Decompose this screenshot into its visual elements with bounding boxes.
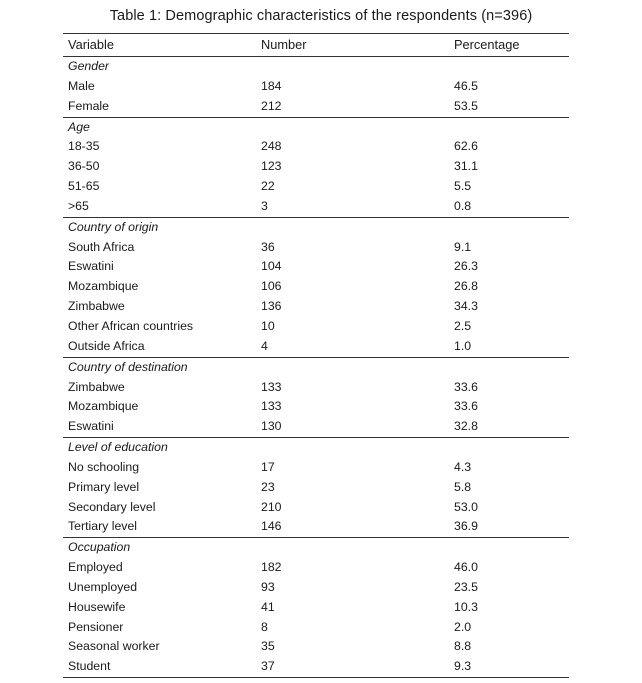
- table-row: [63, 77, 569, 97]
- cell-number: 17: [261, 459, 275, 474]
- cell-variable: Mozambique: [68, 399, 139, 414]
- cell-percentage: 33.6: [454, 379, 478, 394]
- cell-percentage: 33.6: [454, 399, 478, 414]
- cell-percentage: 4.3: [454, 459, 472, 474]
- cell-percentage: 53.5: [454, 98, 478, 113]
- cell-percentage: 31.1: [454, 159, 478, 174]
- table-row: [63, 238, 569, 258]
- cell-variable: Other African countries: [68, 318, 194, 333]
- cell-variable: Eswatini: [68, 259, 114, 274]
- cell-variable: Pensioner: [68, 619, 124, 634]
- table-body: [63, 57, 569, 678]
- cell-variable: Male: [68, 78, 95, 93]
- cell-percentage: 2.5: [454, 318, 472, 333]
- cell-number: 212: [261, 98, 282, 113]
- demographics-table: [63, 33, 569, 678]
- cell-number: 10: [261, 318, 275, 333]
- cell-percentage: 9.1: [454, 239, 472, 254]
- cell-number: 210: [261, 499, 282, 514]
- cell-number: 133: [261, 379, 282, 394]
- table-row: [63, 618, 569, 638]
- cell-variable: Mozambique: [68, 279, 139, 294]
- cell-variable: 36-50: [68, 159, 100, 174]
- cell-percentage: 5.8: [454, 479, 472, 494]
- table-row: [63, 498, 569, 518]
- cell-variable: Outside Africa: [68, 338, 145, 353]
- column-header-number: Number: [256, 34, 449, 57]
- table-row: [63, 337, 569, 357]
- section-label: Country of origin: [63, 217, 569, 237]
- cell-percentage: 62.6: [454, 139, 478, 154]
- cell-number: 37: [256, 657, 449, 677]
- table-row: [63, 177, 569, 197]
- table-row: [63, 558, 569, 578]
- table-header: [63, 34, 569, 57]
- cell-percentage: 0.8: [454, 198, 472, 213]
- cell-number: 22: [261, 179, 275, 194]
- cell-variable: Zimbabwe: [68, 379, 125, 394]
- cell-number: 36: [261, 239, 275, 254]
- cell-percentage: 36.9: [454, 519, 478, 534]
- table-row: [63, 257, 569, 277]
- cell-number: 4: [261, 338, 268, 353]
- cell-percentage: 5.5: [454, 179, 472, 194]
- section-row-level-of-education: [63, 438, 569, 458]
- section-label: Country of destination: [63, 357, 569, 377]
- cell-number: 41: [261, 599, 275, 614]
- cell-percentage: 23.5: [454, 579, 478, 594]
- cell-variable: Secondary level: [68, 499, 156, 514]
- table-row: [63, 458, 569, 478]
- cell-variable: 51-65: [68, 179, 100, 194]
- cell-variable: Female: [68, 98, 110, 113]
- table-row: [63, 397, 569, 417]
- table-row: [63, 578, 569, 598]
- cell-number: 123: [261, 159, 282, 174]
- cell-percentage: 46.5: [454, 78, 478, 93]
- table-row: [63, 277, 569, 297]
- table-row: [63, 378, 569, 398]
- section-row-gender: [63, 57, 569, 77]
- cell-percentage: 9.3: [449, 657, 569, 677]
- cell-number: 23: [261, 479, 275, 494]
- table-caption: Table 1: Demographic characteristics of the respondents (n=396): [109, 8, 533, 24]
- cell-variable: No schooling: [68, 459, 140, 474]
- cell-variable: 18-35: [68, 139, 100, 154]
- cell-number: 182: [261, 560, 282, 575]
- cell-number: 3: [261, 198, 268, 213]
- cell-variable: Eswatini: [68, 419, 114, 434]
- cell-variable: Housewife: [68, 599, 126, 614]
- cell-percentage: 32.8: [454, 419, 478, 434]
- cell-number: 248: [261, 139, 282, 154]
- table-row: [63, 417, 569, 437]
- section-row-occupation: [63, 538, 569, 558]
- section-row-country-of-destination: [63, 357, 569, 377]
- column-header-variable: Variable: [63, 34, 256, 57]
- cell-number: 136: [261, 299, 282, 314]
- table-row: [63, 317, 569, 337]
- cell-variable: Primary level: [68, 479, 140, 494]
- cell-percentage: 53.0: [454, 499, 478, 514]
- cell-variable: Seasonal worker: [68, 639, 160, 654]
- cell-variable: >65: [68, 198, 89, 213]
- cell-variable: South Africa: [68, 239, 135, 254]
- cell-variable: Unemployed: [68, 579, 138, 594]
- cell-percentage: 34.3: [454, 299, 478, 314]
- table-row: [63, 137, 569, 157]
- section-label: Level of education: [63, 438, 569, 458]
- cell-percentage: 26.3: [454, 259, 478, 274]
- cell-percentage: 1.0: [454, 338, 472, 353]
- section-row-country-of-origin: [63, 217, 569, 237]
- cell-number: 8: [261, 619, 268, 634]
- table-row: [63, 97, 569, 117]
- table-row: [63, 197, 569, 217]
- table-row: [63, 478, 569, 498]
- cell-number: 130: [261, 419, 282, 434]
- cell-number: 106: [261, 279, 282, 294]
- section-label: Gender: [68, 59, 110, 73]
- cell-percentage: 10.3: [454, 599, 478, 614]
- table-row: [63, 297, 569, 317]
- table-row: [63, 598, 569, 618]
- cell-variable: Student: [63, 657, 256, 677]
- cell-percentage: 8.8: [454, 639, 472, 654]
- cell-percentage: 26.8: [454, 279, 478, 294]
- section-label: Occupation: [63, 538, 569, 558]
- cell-number: 35: [261, 639, 275, 654]
- cell-number: 184: [261, 78, 282, 93]
- cell-variable: Tertiary level: [68, 519, 138, 534]
- table-row: [63, 637, 569, 657]
- table-row: [63, 157, 569, 177]
- cell-number: 93: [261, 579, 275, 594]
- cell-number: 146: [261, 519, 282, 534]
- cell-variable: Zimbabwe: [68, 299, 125, 314]
- cell-variable: Employed: [68, 560, 123, 575]
- cell-percentage: 46.0: [454, 560, 478, 575]
- header-row: [63, 34, 569, 57]
- section-label: Age: [63, 117, 569, 137]
- table-row: [63, 517, 569, 537]
- table-row: [63, 657, 569, 677]
- column-header-percentage: Percentage: [449, 34, 569, 57]
- cell-number: 104: [261, 259, 282, 274]
- section-row-age: [63, 117, 569, 137]
- cell-number: 133: [261, 399, 282, 414]
- cell-percentage: 2.0: [454, 619, 472, 634]
